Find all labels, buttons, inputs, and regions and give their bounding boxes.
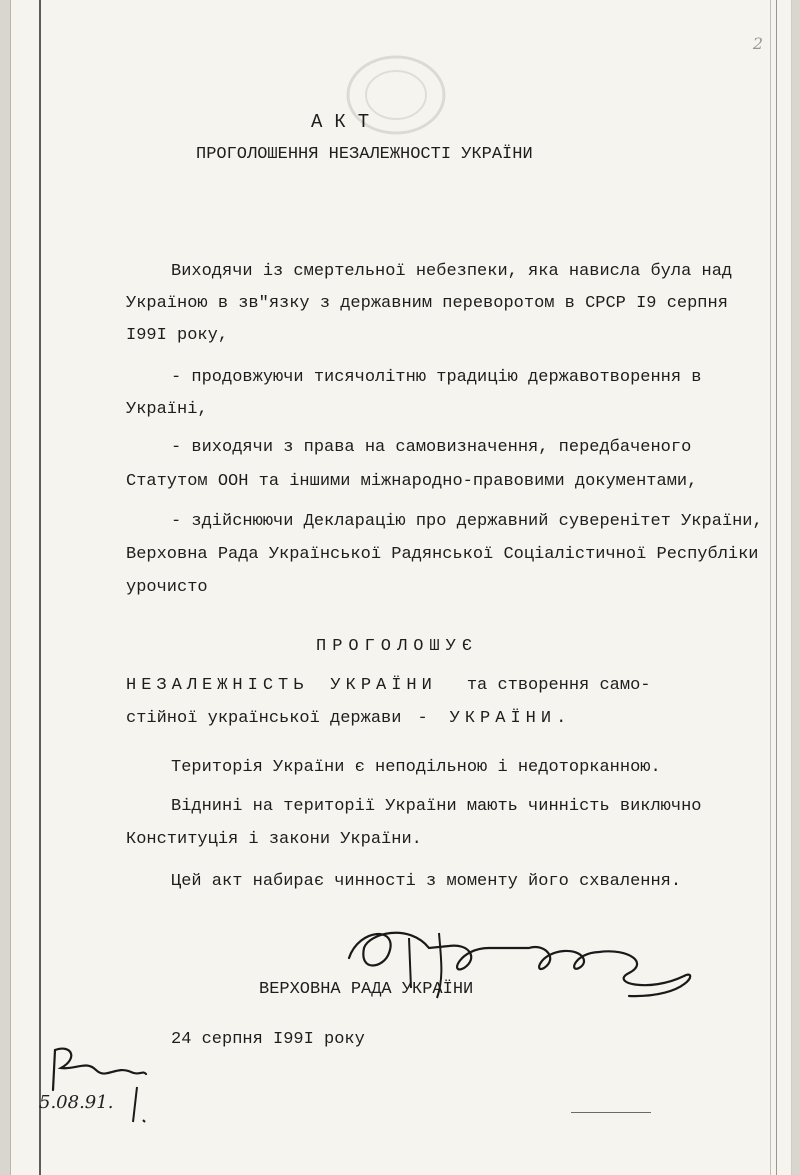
paragraph-line: Віднині на території України мають чинність виключно xyxy=(171,797,702,816)
paragraph-line: Конституція і закони України. xyxy=(126,830,422,849)
creation-text: та створення само- xyxy=(466,676,651,695)
page-edge-inner xyxy=(770,0,771,1175)
ukraine-word: УКРАЇНИ xyxy=(330,676,437,695)
proclaims-heading: ПРОГОЛОШУЄ xyxy=(316,637,479,656)
document-page xyxy=(10,0,792,1175)
state-line xyxy=(126,709,571,729)
signature xyxy=(329,918,709,1008)
paragraph-line: Виходячи із смертельної небезпеки, яка нависла була над xyxy=(171,262,733,281)
underline-mark xyxy=(571,1112,651,1113)
paragraph-line: - здійснюючи Декларацію про державний суверенітет України, xyxy=(171,512,763,531)
dash: - xyxy=(417,709,428,728)
handwritten-date: 5.08.91. xyxy=(39,1092,114,1113)
handwritten-mark xyxy=(127,1082,157,1127)
signatory: ВЕРХОВНА РАДА УКРАЇНИ xyxy=(259,980,474,999)
binder-line xyxy=(39,0,41,1175)
page-edge xyxy=(776,0,777,1175)
independence-words: НЕЗАЛЕЖНІСТЬ xyxy=(126,676,309,695)
paragraph-line: Верховна Рада Української Радянської Соціалістичної Республіки xyxy=(126,545,759,564)
paragraph-line: I99I року, xyxy=(126,326,229,345)
document-date: 24 серпня I99I року xyxy=(171,1030,365,1049)
paragraph-line: - продовжуючи тисячолітню традицію державотворення в xyxy=(171,368,702,387)
paragraph-line: Територія України є неподільною і недоторканною. xyxy=(171,758,661,777)
paragraph-line: Статутом ООН та іншими міжнародно-правовими документами, xyxy=(126,472,698,491)
state-text: стійної української держави xyxy=(126,709,402,728)
paragraph-line: Україні, xyxy=(126,400,208,419)
document-title-act: АКТ xyxy=(311,111,382,133)
ukraine-final: УКРАЇНИ. xyxy=(449,709,572,728)
page-number: 2 xyxy=(752,34,763,53)
independence-line xyxy=(126,676,650,696)
paragraph-line: урочисто xyxy=(126,578,208,597)
document-subtitle: ПРОГОЛОШЕННЯ НЕЗАЛЕЖНОСТІ УКРАЇНИ xyxy=(196,145,533,164)
paragraph-line: - виходячи з права на самовизначення, передбаченого xyxy=(171,438,692,457)
paragraph-line: Цей акт набирає чинності з моменту його схвалення. xyxy=(171,872,682,891)
paragraph-line: Україною в зв"язку з державним переворотом в СРСР I9 серпня xyxy=(126,294,728,313)
